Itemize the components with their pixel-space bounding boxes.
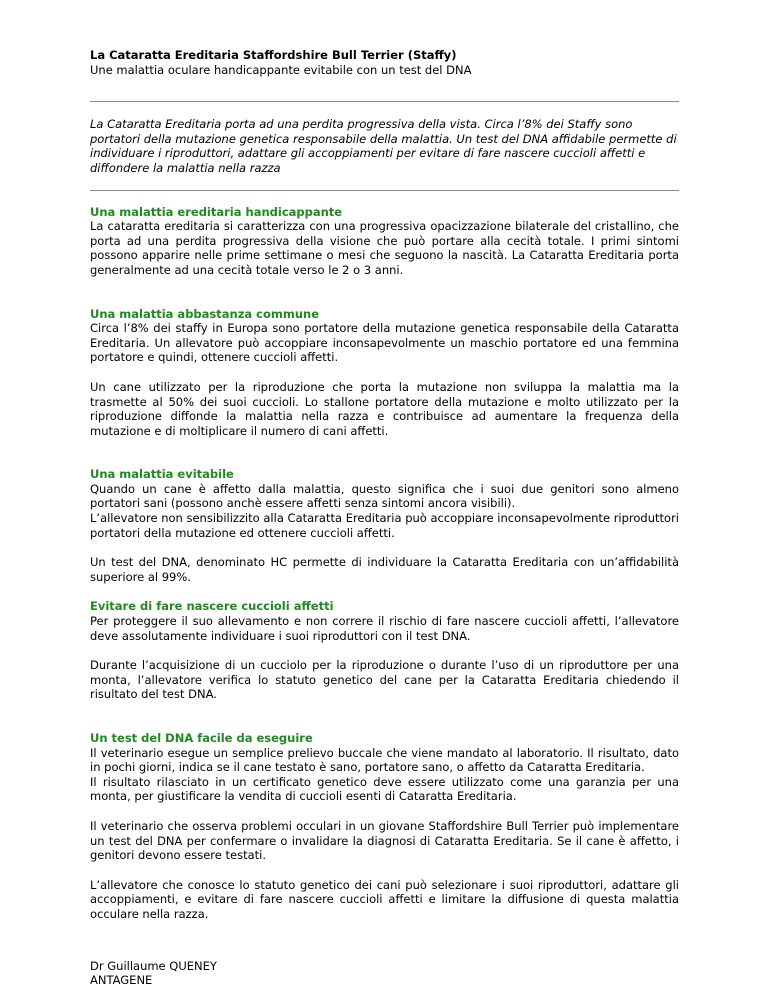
document-body [90, 48, 679, 988]
section-heading: Una malattia ereditaria handicappante [90, 204, 343, 219]
section-paragraph: Un test del DNA, denominato HC permette di individuare la Cataratta Ereditaria con un’affidabilità superiore al 99%. [90, 555, 679, 584]
section-heading: Una malattia evitabile [90, 467, 234, 482]
section-commune [90, 307, 679, 439]
section-heading: Evitare di fare nascere cuccioli affetti [90, 599, 334, 614]
document-subtitle: Une malattia oculare handicappante evitabile con un test del DNA [90, 62, 472, 77]
signature-block [90, 959, 679, 988]
section-paragraph: Il risultato rilasciato in un certificato genetico deve essere utilizzato come una garanzia per una monta, per giustificare la vendita di cuccioli esenti di Cataratta Ereditaria. [90, 774, 679, 804]
document-title: La Cataratta Ereditaria Staffordshire Bull Terrier (Staffy) [90, 48, 457, 62]
section-paragraph: Un cane utilizzato per la riproduzione che porta la mutazione non sviluppa la malattia ma la trasmette al 50% dei suoi cuccioli. Lo stallone portatore della mutazione e molto utilizzato per la riproduzione diffonde la malattia nella razza e contribuisce ad aumentare la frequenza della mutazione e di moltiplicare il numero di cani affetti. [90, 379, 679, 438]
intro-summary: La Cataratta Ereditaria porta ad una perdita progressiva della vista. Circa l’8% dei Staffy sono portatori della mutazione genetica responsabile della malattia. Un test del DNA affidabile permette di individuare i riproduttori, adattare gli accoppiamenti per evitare di fare nascere cuccioli affetti e diffondere la malattia nella razza [90, 117, 677, 175]
section-heading: Una malattia abbastanza commune [90, 306, 320, 321]
section-paragraph: Il veterinario che osserva problemi occulari in un giovane Staffordshire Bull Terrier può implementare un test del DNA per confermare o invalidare la diagnosi di Cataratta Ereditaria. Se il cane è affetto, i genitori devono essere testati. [90, 818, 679, 863]
signature-organization: ANTAGENE [90, 973, 153, 988]
section-paragraph: Durante l’acquisizione di un cucciolo per la riproduzione o durante l’uso di un riproduttore per una monta, l’allevatore verifica lo statuto genetico del cane per la Cataratta Ereditaria chiedendo il risultato del test DNA. [90, 658, 679, 702]
section-paragraph: Il veterinario esegue un semplice prelievo buccale che viene mandato al laboratorio. Il risultato, dato in pochi giorni, indica se il cane testato è sano, portatore sano, o affetto da Cataratta Ereditaria. [90, 745, 679, 775]
divider-top [90, 101, 679, 102]
section-test-dna [90, 731, 679, 922]
section-handicappante [90, 205, 679, 278]
section-heading: Un test del DNA facile da eseguire [90, 731, 313, 745]
section-paragraph: La cataratta ereditaria si caratterizza con una progressiva opacizzazione bilaterale del cristallino, che porta ad una perdita progressiva della visione che può portare alla cecità totale. I primi sintomi possono apparire nelle prime settimane o mesi che seguono la nascità. La Cataratta Ereditaria porta generalmente ad una cecità totale verso le 2 o 3 anni. [90, 219, 679, 277]
signature-name: Dr Guillaume QUENEY [90, 958, 217, 973]
section-paragraph: L’allevatore non sensibilizzito alla Cataratta Ereditaria può accoppiare inconsapevolmente riproduttori portatori della mutazione ed ottenere cuccioli affetti. [90, 511, 679, 540]
section-evitabile [90, 467, 679, 584]
section-paragraph: Per proteggere il suo allevamento e non correre il rischio di fare nascere cuccioli affetti, l’allevatore deve assolutamente individuare i suoi riproduttori con il test DNA. [90, 614, 679, 643]
section-paragraph: L’allevatore che conosce lo statuto genetico dei cani può selezionare i suoi riproduttori, adattare gli accoppiamenti, e evitare di fare nascere cuccioli affetti e limitare la diffusione di questa malattia occulare nella razza. [90, 877, 679, 921]
section-paragraph: Circa l’8% dei staffy in Europa sono portatore della mutazione genetica responsabile della Cataratta Ereditaria. Un allevatore può accoppiare inconsapevolmente un maschio portatore ed una femmina portatore e quindi, ottenere cuccioli affetti. [90, 321, 679, 365]
section-evitare [90, 599, 679, 702]
section-paragraph: Quando un cane è affetto dalla malattia, questo significa che i suoi due genitori sono almeno portatori sani (possono anchè essere affetti senza sintomi ancora visibili). [90, 481, 679, 511]
